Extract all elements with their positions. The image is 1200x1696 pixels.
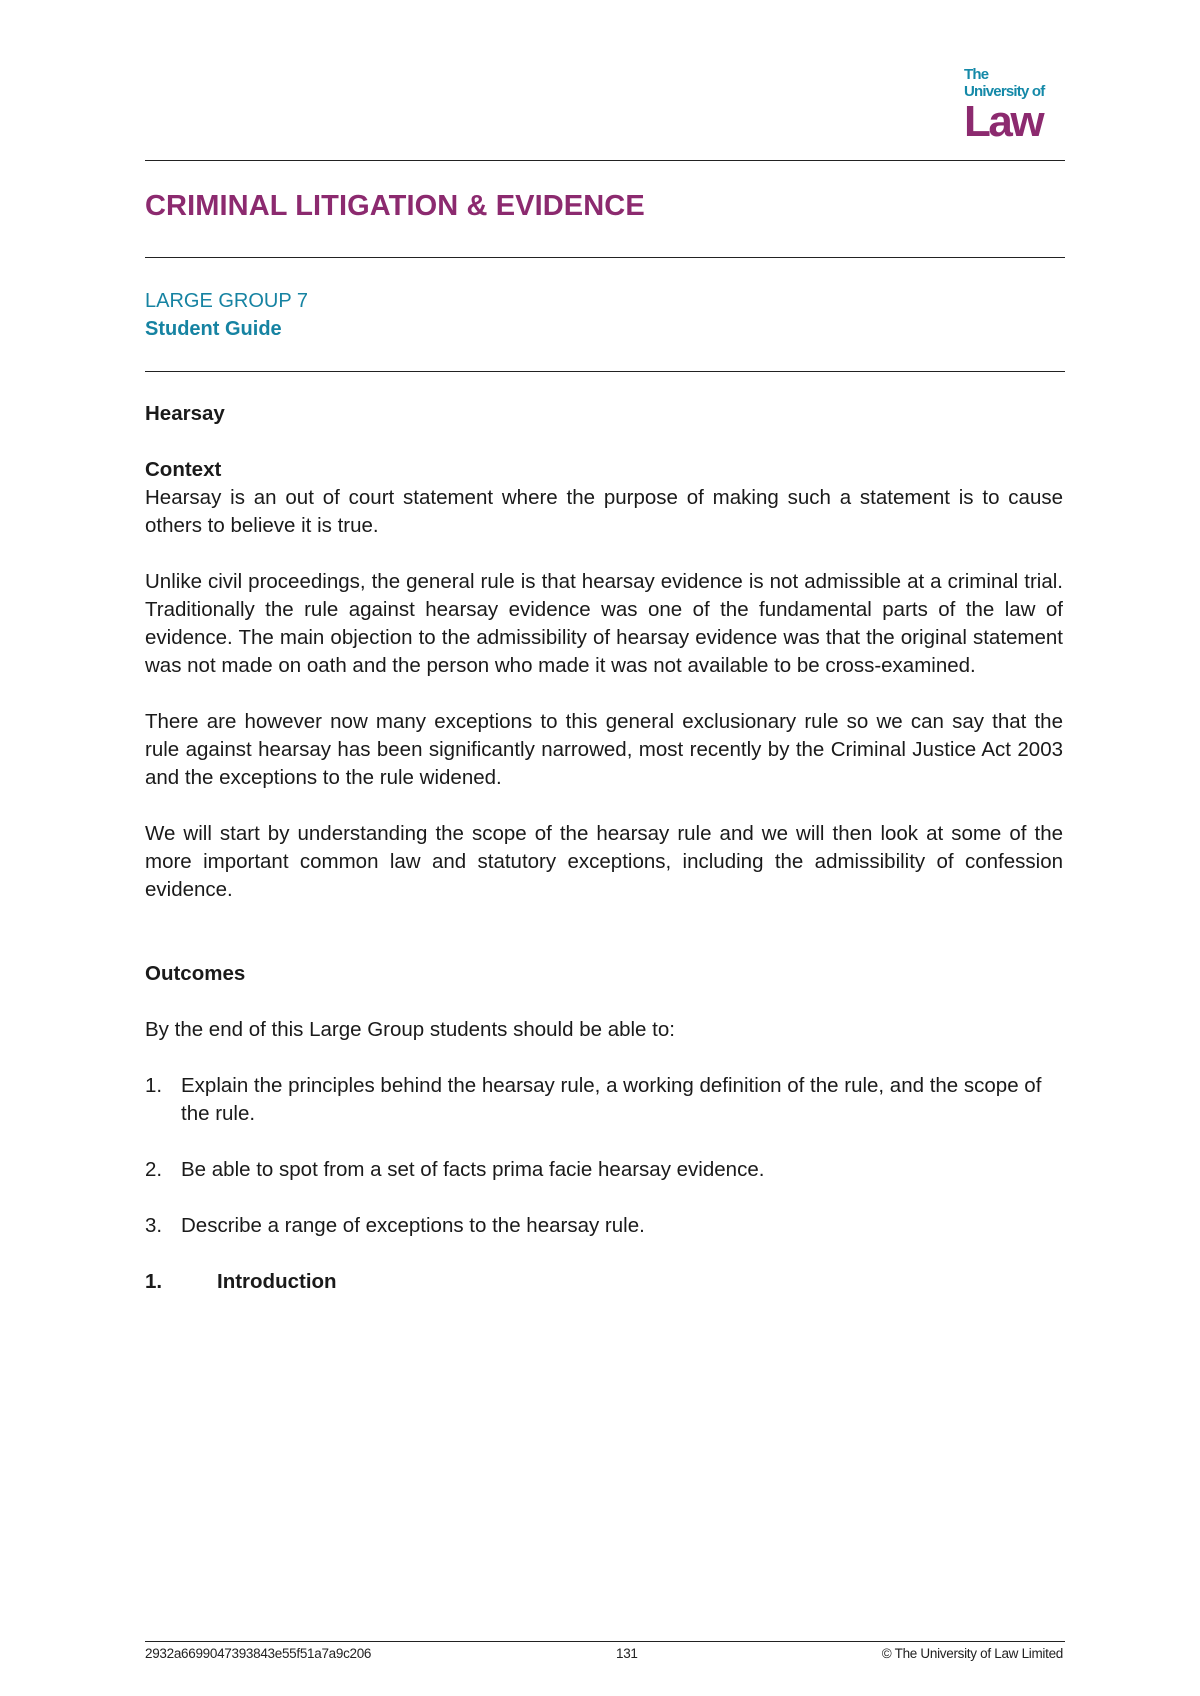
outcome-number: 3.: [145, 1214, 163, 1237]
footer-divider: [145, 1641, 1065, 1642]
outcome-number: 1.: [145, 1074, 163, 1097]
footer-document-id: 2932a6699047393843e55f51a7a9c206: [145, 1646, 372, 1661]
header-divider-middle: [145, 257, 1065, 258]
outcome-text: Be able to spot from a set of facts prima facie hearsay evidence.: [181, 1158, 765, 1181]
context-paragraph-3: There are however now many exceptions to this general exclusionary rule so we can say that the rule against hearsay has been significantly narrowed, most recently by the Criminal Justice Act 2003 and the exceptions to the rule widened.: [145, 710, 1063, 789]
outcomes-list: [145, 1072, 1063, 1240]
context-paragraph-2: Unlike civil proceedings, the general rule is that hearsay evidence is not admissible at a criminal trial. Traditionally the rule against hearsay evidence was one of the fundamental parts of the law of evidence. The main objection to the admissibility of hearsay evidence was that the original statement was not made on oath and the person who made it was not available to be cross-examined.: [145, 570, 1063, 677]
large-group-label: LARGE GROUP 7: [145, 290, 309, 312]
outcome-text: Explain the principles behind the hearsay rule, a working definition of the rule, and the scope of the rule.: [181, 1074, 1042, 1125]
logo-text-the: The: [964, 66, 989, 83]
outcome-item: [145, 1156, 1063, 1184]
outcomes-heading: Outcomes: [145, 962, 246, 985]
university-of-law-logo: [964, 66, 1074, 146]
header-divider-top: [145, 160, 1065, 161]
logo-text-university-of: University of: [964, 83, 1045, 100]
header-divider-bottom: [145, 371, 1065, 372]
document-title: CRIMINAL LITIGATION & EVIDENCE: [145, 190, 645, 222]
student-guide-label: Student Guide: [145, 318, 282, 340]
outcomes-intro: By the end of this Large Group students should be able to:: [145, 1018, 675, 1041]
footer-page-number: 131: [616, 1646, 638, 1661]
spacer: [145, 932, 1063, 960]
topic-heading: Hearsay: [145, 402, 225, 425]
footer-copyright: © The University of Law Limited: [881, 1646, 1063, 1661]
section-heading-introduction: [145, 1268, 1063, 1296]
outcome-number: 2.: [145, 1158, 163, 1181]
outcome-text: Describe a range of exceptions to the hearsay rule.: [181, 1214, 645, 1237]
section-title: Introduction: [217, 1270, 337, 1293]
logo-text-law: Law: [964, 97, 1043, 146]
section-number: 1.: [145, 1270, 163, 1293]
session-subheading: [145, 287, 308, 343]
context-heading: Context: [145, 458, 222, 481]
outcome-item: [145, 1072, 1063, 1128]
document-body: [145, 400, 1063, 1296]
outcome-item: [145, 1212, 1063, 1240]
context-paragraph-4: We will start by understanding the scope of the hearsay rule and we will then look at some of the more important common law and statutory exceptions, including the admissibility of confession evidence.: [145, 822, 1063, 901]
context-paragraph-1: Hearsay is an out of court statement where the purpose of making such a statement is to cause others to believe it is true.: [145, 486, 1063, 537]
